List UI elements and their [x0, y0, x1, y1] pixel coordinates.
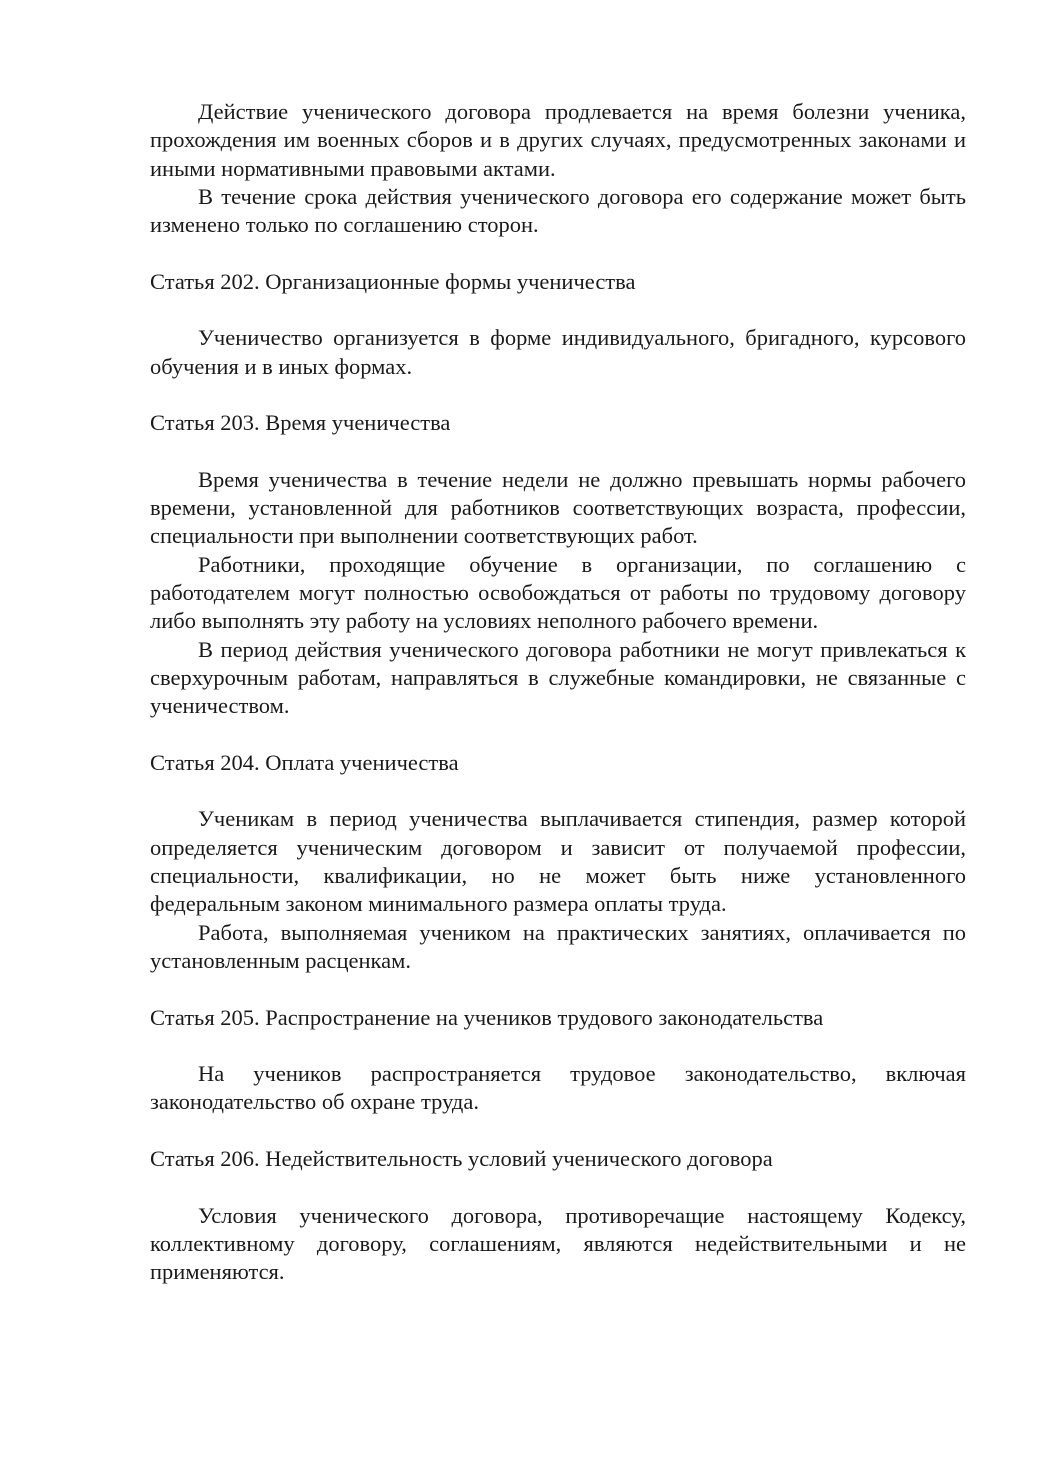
paragraph-article-204-2: Работа, выполняемая учеником на практических занятиях, оплачивается по установленным расценкам.	[150, 919, 966, 973]
paragraph-article-206: Условия ученического договора, противоречащие настоящему Кодексу, коллективному договору, соглашениям, являются недействительными и не применяются.	[150, 1202, 966, 1285]
paragraph-contract-amendment: В течение срока действия ученического договора его содержание может быть изменено только по соглашению сторон.	[150, 183, 966, 238]
paragraph-contract-extension: Действие ученического договора продлевается на время болезни ученика, прохождения им военных сборов и в других случаях, предусмотренных законами и иными нормативными правовыми актами.	[150, 99, 966, 181]
paragraph-article-204-1: Ученикам в период ученичества выплачивается стипендия, размер которой определяется ученическим договором и зависит от получаемой профессии, специальности, квалификации, но не может быть ниже установленного федеральным законом минимального размера оплаты труда.	[150, 806, 966, 917]
paragraph-article-203-2: Работники, проходящие обучение в организации, по соглашению с работодателем могут полностью освобождаться от работы по трудовому договору либо выполнять эту работу на условиях неполного рабочего времени.	[150, 551, 966, 634]
heading-article-205: Статья 205. Распространение на учеников трудового законодательства	[150, 1004, 824, 1030]
heading-article-203: Статья 203. Время ученичества	[150, 410, 451, 436]
paragraph-article-203-1: Время ученичества в течение недели не должно превышать нормы рабочего времени, установленной для работников соответствующих возраста, профессии, специальности при выполнении соответствующих работ.	[150, 466, 966, 549]
heading-article-204: Статья 204. Оплата ученичества	[150, 749, 459, 775]
paragraph-article-202: Ученичество организуется в форме индивидуального, бригадного, курсового обучения и в иных формах.	[150, 325, 966, 379]
heading-article-202: Статья 202. Организационные формы ученичества	[150, 268, 636, 294]
paragraph-article-203-3: В период действия ученического договора работники не могут привлекаться к сверхурочным работам, направляться в служебные командировки, не связанные с ученичеством.	[150, 636, 966, 719]
paragraph-article-205: На учеников распространяется трудовое законодательство, включая законодательство об охране труда.	[150, 1061, 966, 1115]
document-page	[150, 98, 966, 1286]
heading-article-206: Статья 206. Недействительность условий ученического договора	[150, 1145, 773, 1171]
